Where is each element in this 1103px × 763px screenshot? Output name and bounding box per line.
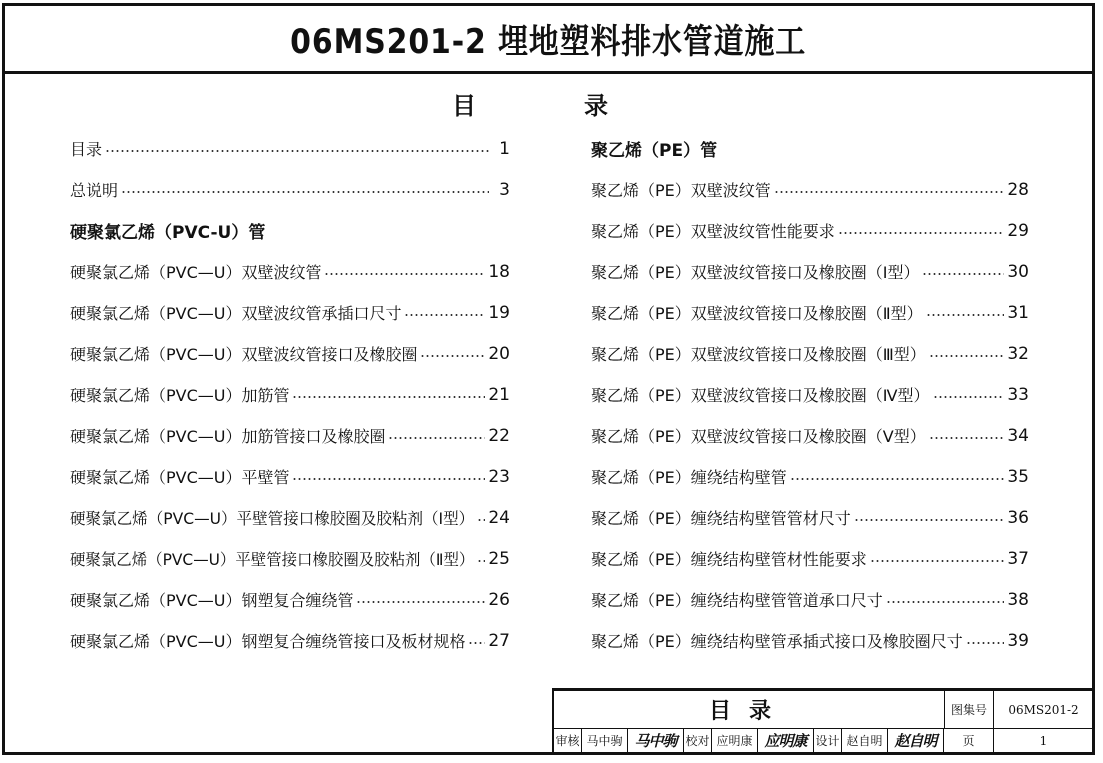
toc-entry-page: 19	[488, 302, 510, 323]
dot-leader	[886, 601, 1005, 603]
toc-entry-label: 聚乙烯（PE）缠绕结构壁管管材尺寸	[591, 509, 851, 528]
toc-entry-label: 总说明	[70, 181, 119, 200]
toc-entry-page: 18	[488, 261, 510, 282]
dot-leader	[774, 191, 1005, 193]
toc-entry-label: 聚乙烯（PE）缠绕结构壁管	[591, 468, 787, 487]
drawing-title: 目录	[554, 691, 944, 729]
reviewer-name: 马中驹	[582, 729, 628, 752]
toc-entry[interactable]	[70, 538, 510, 579]
toc-entry-page: 25	[488, 548, 510, 569]
toc-entry-page: 21	[488, 384, 510, 405]
toc-entry-page: 1	[499, 138, 510, 159]
toc-entry-label: 硬聚氯乙烯（PVC—U）平壁管	[70, 468, 290, 487]
dot-leader	[929, 355, 1005, 357]
toc-entry[interactable]	[591, 415, 1029, 456]
toc-entry-label: 硬聚氯乙烯（PVC—U）平壁管接口橡胶圈及胶粘剂（Ⅱ型）	[70, 550, 475, 569]
checker-label: 校对	[684, 729, 712, 752]
dot-leader	[929, 437, 1005, 439]
toc-entry[interactable]	[70, 497, 510, 538]
toc-entry[interactable]	[70, 169, 510, 210]
toc-entry[interactable]	[591, 456, 1029, 497]
dot-leader	[404, 314, 485, 316]
dot-leader	[356, 601, 485, 603]
reviewer-signature: 马中驹	[628, 729, 684, 752]
toc-entry-label: 硬聚氯乙烯（PVC—U）双壁波纹管承插口尺寸	[70, 304, 402, 323]
toc-heading-right: 录	[584, 92, 608, 120]
toc-entry-label: 硬聚氯乙烯（PVC—U）平壁管接口橡胶圈及胶粘剂（Ⅰ型）	[70, 509, 475, 528]
toc-entry-page: 37	[1007, 548, 1029, 569]
toc-entry-label: 硬聚氯乙烯（PVC—U）双壁波纹管	[70, 263, 322, 282]
toc-entry-page: 22	[488, 425, 510, 446]
dot-leader	[933, 396, 1005, 398]
toc-left-column	[70, 128, 510, 661]
designer-label: 设计	[814, 729, 842, 752]
dot-leader	[477, 560, 485, 562]
dot-leader	[790, 478, 1005, 480]
toc-entry-page: 23	[488, 466, 510, 487]
toc-entry-page: 30	[1007, 261, 1029, 282]
toc-entry[interactable]	[591, 579, 1029, 620]
section-title-pe: 聚乙烯（PE）管	[591, 141, 718, 161]
toc-right-column	[591, 128, 1029, 661]
toc-entry[interactable]	[70, 579, 510, 620]
dot-leader	[838, 232, 1005, 234]
toc-entry[interactable]	[591, 210, 1029, 251]
toc-entry[interactable]	[591, 169, 1029, 210]
toc-entry-label: 硬聚氯乙烯（PVC—U）钢塑复合缠绕管	[70, 591, 354, 610]
dot-leader	[292, 478, 485, 480]
toc-entry-page: 33	[1007, 384, 1029, 405]
atlas-no-value: 06MS201-2	[994, 691, 1093, 729]
toc-entry-label: 聚乙烯（PE）双壁波纹管接口及橡胶圈（Ⅰ型）	[591, 263, 920, 282]
toc-entry-page: 31	[1007, 302, 1029, 323]
toc-entry-page: 39	[1007, 630, 1029, 651]
toc-entry-label: 硬聚氯乙烯（PVC—U）钢塑复合缠绕管接口及板材规格	[70, 632, 466, 651]
toc-entry-label: 硬聚氯乙烯（PVC—U）加筋管接口及橡胶圈	[70, 427, 386, 446]
dot-leader	[922, 273, 1004, 275]
dot-leader	[324, 273, 485, 275]
toc-entry-label: 聚乙烯（PE）双壁波纹管	[591, 181, 771, 200]
toc-entry[interactable]	[70, 374, 510, 415]
title-block	[552, 688, 1093, 752]
toc-entry-page: 3	[499, 179, 510, 200]
toc-entry-page: 32	[1007, 343, 1029, 364]
toc-entry-page: 29	[1007, 220, 1029, 241]
toc-entry-page: 26	[488, 589, 510, 610]
toc-entry-page: 35	[1007, 466, 1029, 487]
toc-entry[interactable]	[591, 620, 1029, 661]
dot-leader	[388, 437, 485, 439]
toc-entry[interactable]	[591, 374, 1029, 415]
dot-leader	[292, 396, 485, 398]
toc-entry[interactable]	[591, 538, 1029, 579]
toc-entry-label: 聚乙烯（PE）双壁波纹管性能要求	[591, 222, 835, 241]
dot-leader	[854, 519, 1005, 521]
toc-entry-page: 38	[1007, 589, 1029, 610]
toc-entry-page: 36	[1007, 507, 1029, 528]
toc-entry-label: 硬聚氯乙烯（PVC—U）双壁波纹管接口及橡胶圈	[70, 345, 418, 364]
toc-entry[interactable]	[70, 292, 510, 333]
dot-leader	[477, 519, 485, 521]
toc-heading-left: 目	[452, 92, 476, 120]
toc-entry[interactable]	[591, 251, 1029, 292]
toc-entry-label: 聚乙烯（PE）双壁波纹管接口及橡胶圈（Ⅱ型）	[591, 304, 923, 323]
toc-entry-page: 24	[488, 507, 510, 528]
checker-name: 应明康	[712, 729, 758, 752]
toc-entry[interactable]	[591, 292, 1029, 333]
reviewer-label: 审核	[554, 729, 582, 752]
toc-entry[interactable]	[591, 497, 1029, 538]
checker-signature: 应明康	[758, 729, 814, 752]
toc-entry-label: 目录	[70, 140, 103, 159]
toc-entry[interactable]	[70, 251, 510, 292]
toc-entry[interactable]	[70, 128, 510, 169]
dot-leader	[105, 150, 489, 152]
page-label: 页	[944, 729, 994, 752]
dot-leader	[420, 355, 485, 357]
dot-leader	[966, 642, 1005, 644]
toc-entry-page: 27	[488, 630, 510, 651]
toc-entry[interactable]	[70, 620, 510, 661]
dot-leader	[121, 191, 489, 193]
toc-entry[interactable]	[70, 456, 510, 497]
toc-entry-label: 聚乙烯（PE）双壁波纹管接口及橡胶圈（Ⅲ型）	[591, 345, 926, 364]
toc-entry-label: 聚乙烯（PE）双壁波纹管接口及橡胶圈（Ⅳ型）	[591, 386, 930, 405]
toc-entry-label: 聚乙烯（PE）缠绕结构壁管材性能要求	[591, 550, 867, 569]
toc-entry-label: 聚乙烯（PE）缠绕结构壁管承插式接口及橡胶圈尺寸	[591, 632, 963, 651]
toc-entry-page: 34	[1007, 425, 1029, 446]
toc-entry-page: 28	[1007, 179, 1029, 200]
toc-entry[interactable]	[70, 333, 510, 374]
designer-signature: 赵自明	[888, 729, 944, 752]
dot-leader	[926, 314, 1005, 316]
section-title-pvc: 硬聚氯乙烯（PVC-U）管	[70, 223, 266, 243]
toc-entry-label: 聚乙烯（PE）双壁波纹管接口及橡胶圈（Ⅴ型）	[591, 427, 926, 446]
header-band	[5, 6, 1092, 74]
toc-entry[interactable]	[70, 415, 510, 456]
dot-leader	[468, 642, 485, 644]
page-title: 06MS201-2 埋地塑料排水管道施工	[290, 22, 807, 62]
toc-entry[interactable]	[591, 333, 1029, 374]
toc-entry-page: 20	[488, 343, 510, 364]
dot-leader	[870, 560, 1005, 562]
toc-entry-label: 聚乙烯（PE）缠绕结构壁管管道承口尺寸	[591, 591, 883, 610]
page-number: 1	[1039, 733, 1048, 748]
designer-name: 赵自明	[842, 729, 888, 752]
atlas-no-label: 图集号	[944, 691, 994, 729]
toc-entry-label: 硬聚氯乙烯（PVC—U）加筋管	[70, 386, 290, 405]
